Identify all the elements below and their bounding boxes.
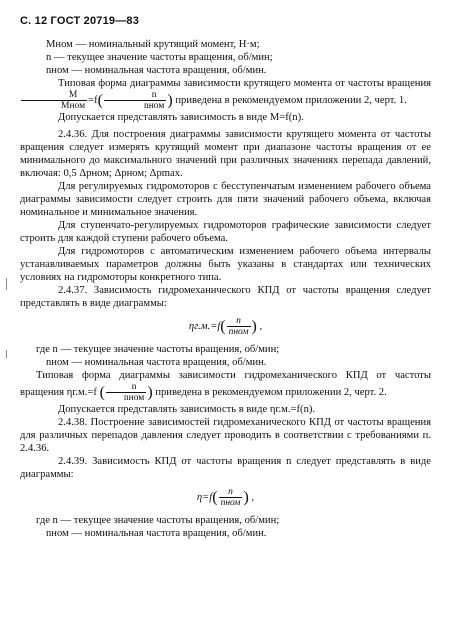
fraction-numerator: n [227,316,251,327]
paragraph-text: приведена в рекомендуемом приложении 2, черт. 2. [155,386,387,398]
paragraph-2-4-36: 2.4.36. Для построения диаграммы зависимости крутящего момента от частоты вращения следует измерять крутящий момент при диапазоне частоты вращения от ее минимального до максимального значений при различных значениях перепада давлений, включая: 0,5 Δpном; Δpном; Δpmax. [20,129,431,179]
fraction-n-nnom [227,316,251,337]
paragraph: Допускается представлять зависимость в виде M=f(n). [58,112,304,123]
fraction-denominator: nном [220,498,241,508]
fraction-denominator: Mном [61,101,86,111]
definitions-bottom [20,514,431,540]
paragraph: Для регулируемых гидромоторов с бесступенчатым изменением рабочего объема диаграммы зависимости следует строить для пяти значений рабочего объема, включая номинальное и минимальное значения. [20,181,431,218]
formula-efficiency: η=f( $\frac{n}{\text{nном}}$ ) , [196,487,255,508]
fraction-denominator: nном [228,327,249,337]
fraction-numerator: M [21,90,87,101]
definition-line: Mном — номинальный крутящий момент, Н·м; [46,39,260,50]
paragraph-text: приведена в рекомендуемом приложении 2, черт. 1. [175,94,407,106]
fraction-m-mnom [21,90,87,111]
definition-line: где n — текущее значение частоты вращения, об/мин; [36,515,280,526]
definition-line: nном — номинальная частота вращения, об/мин. [46,528,267,539]
paragraph-typical-form-2: Типовая форма диаграммы зависимости гидромеханического КПД от частоты вращения ηг.м.=f ( $\frac{n}{\text{nном}}$ ) приведена в рекомендуемом приложении 2, черт. 2. [20,370,431,403]
fraction-numerator: n [104,90,166,101]
paragraph-typical-form: Типовая форма диаграммы зависимости крутящего момента от частоты вращения $\frac{M}{\text{Mном}}$ =f( $\frac{n}{\text{nном}}$ ) приведена в рекомендуемом приложении 2, черт. 1. [20,77,431,111]
formula-lhs: η=f [196,491,213,503]
definitions-top [20,38,431,77]
paragraph: Для ступенчато-регулируемых гидромоторов графические зависимости следует строить для каждой ступени рабочего объема. [20,220,431,244]
fraction-denominator: nном [123,393,145,403]
fraction-numerator: n [106,382,146,393]
fraction-numerator: n [219,487,243,498]
paragraph-2-4-39: 2.4.39. Зависимость КПД от частоты вращения n следует представлять в виде диаграммы: [20,456,431,480]
definition-line: где n — текущее значение частоты вращения, об/мин; [36,344,280,355]
fraction-n-nnom [106,382,146,403]
paragraph-text: Типовая форма диаграммы зависимости крутящего момента от частоты вращения [58,78,431,89]
paragraph-2-4-37: 2.4.37. Зависимость гидромеханического КПД от частоты вращения следует представлять в виде диаграммы: [20,285,431,309]
page-header: С. 12 ГОСТ 20719—83 [20,15,140,27]
margin-mark [6,350,7,358]
formula-efficiency-hm: ηг.м.=f( $\frac{n}{\text{nном}}$ ) , [188,316,263,337]
definition-line: nном — номинальная частота вращения, об/мин. [46,65,267,76]
document-body [20,38,431,540]
fraction-n-nnom [104,90,166,111]
formula-lhs: ηг.м.=f [188,320,221,332]
paragraph: Допускается представлять зависимость в виде ηг.м.=f(n). [58,404,316,415]
definition-line: nном — номинальная частота вращения, об/мин. [46,357,267,368]
definition-line: n — текущее значение частоты вращения, об/мин; [46,52,273,63]
paragraph-2-4-38: 2.4.38. Построение зависимостей гидромеханического КПД от частоты вращения для различных перепадов давления следует проводить в соответствии с требованиями п. 2.4.36. [20,417,431,454]
paragraph: Для гидромоторов с автоматическим изменением рабочего объема интервалы устанавливаемых параметров должны быть указаны в стандартах или технических условиях на гидромоторы конкретного типа. [20,246,431,283]
fraction-n-nnom [219,487,243,508]
paragraph-text: Типовая форма диаграммы зависимости гидромеханического КПД от частоты вращения ηг.м.=f [20,370,431,398]
definitions-mid [20,343,431,369]
margin-mark [6,278,7,290]
fraction-denominator: nном [143,101,165,111]
